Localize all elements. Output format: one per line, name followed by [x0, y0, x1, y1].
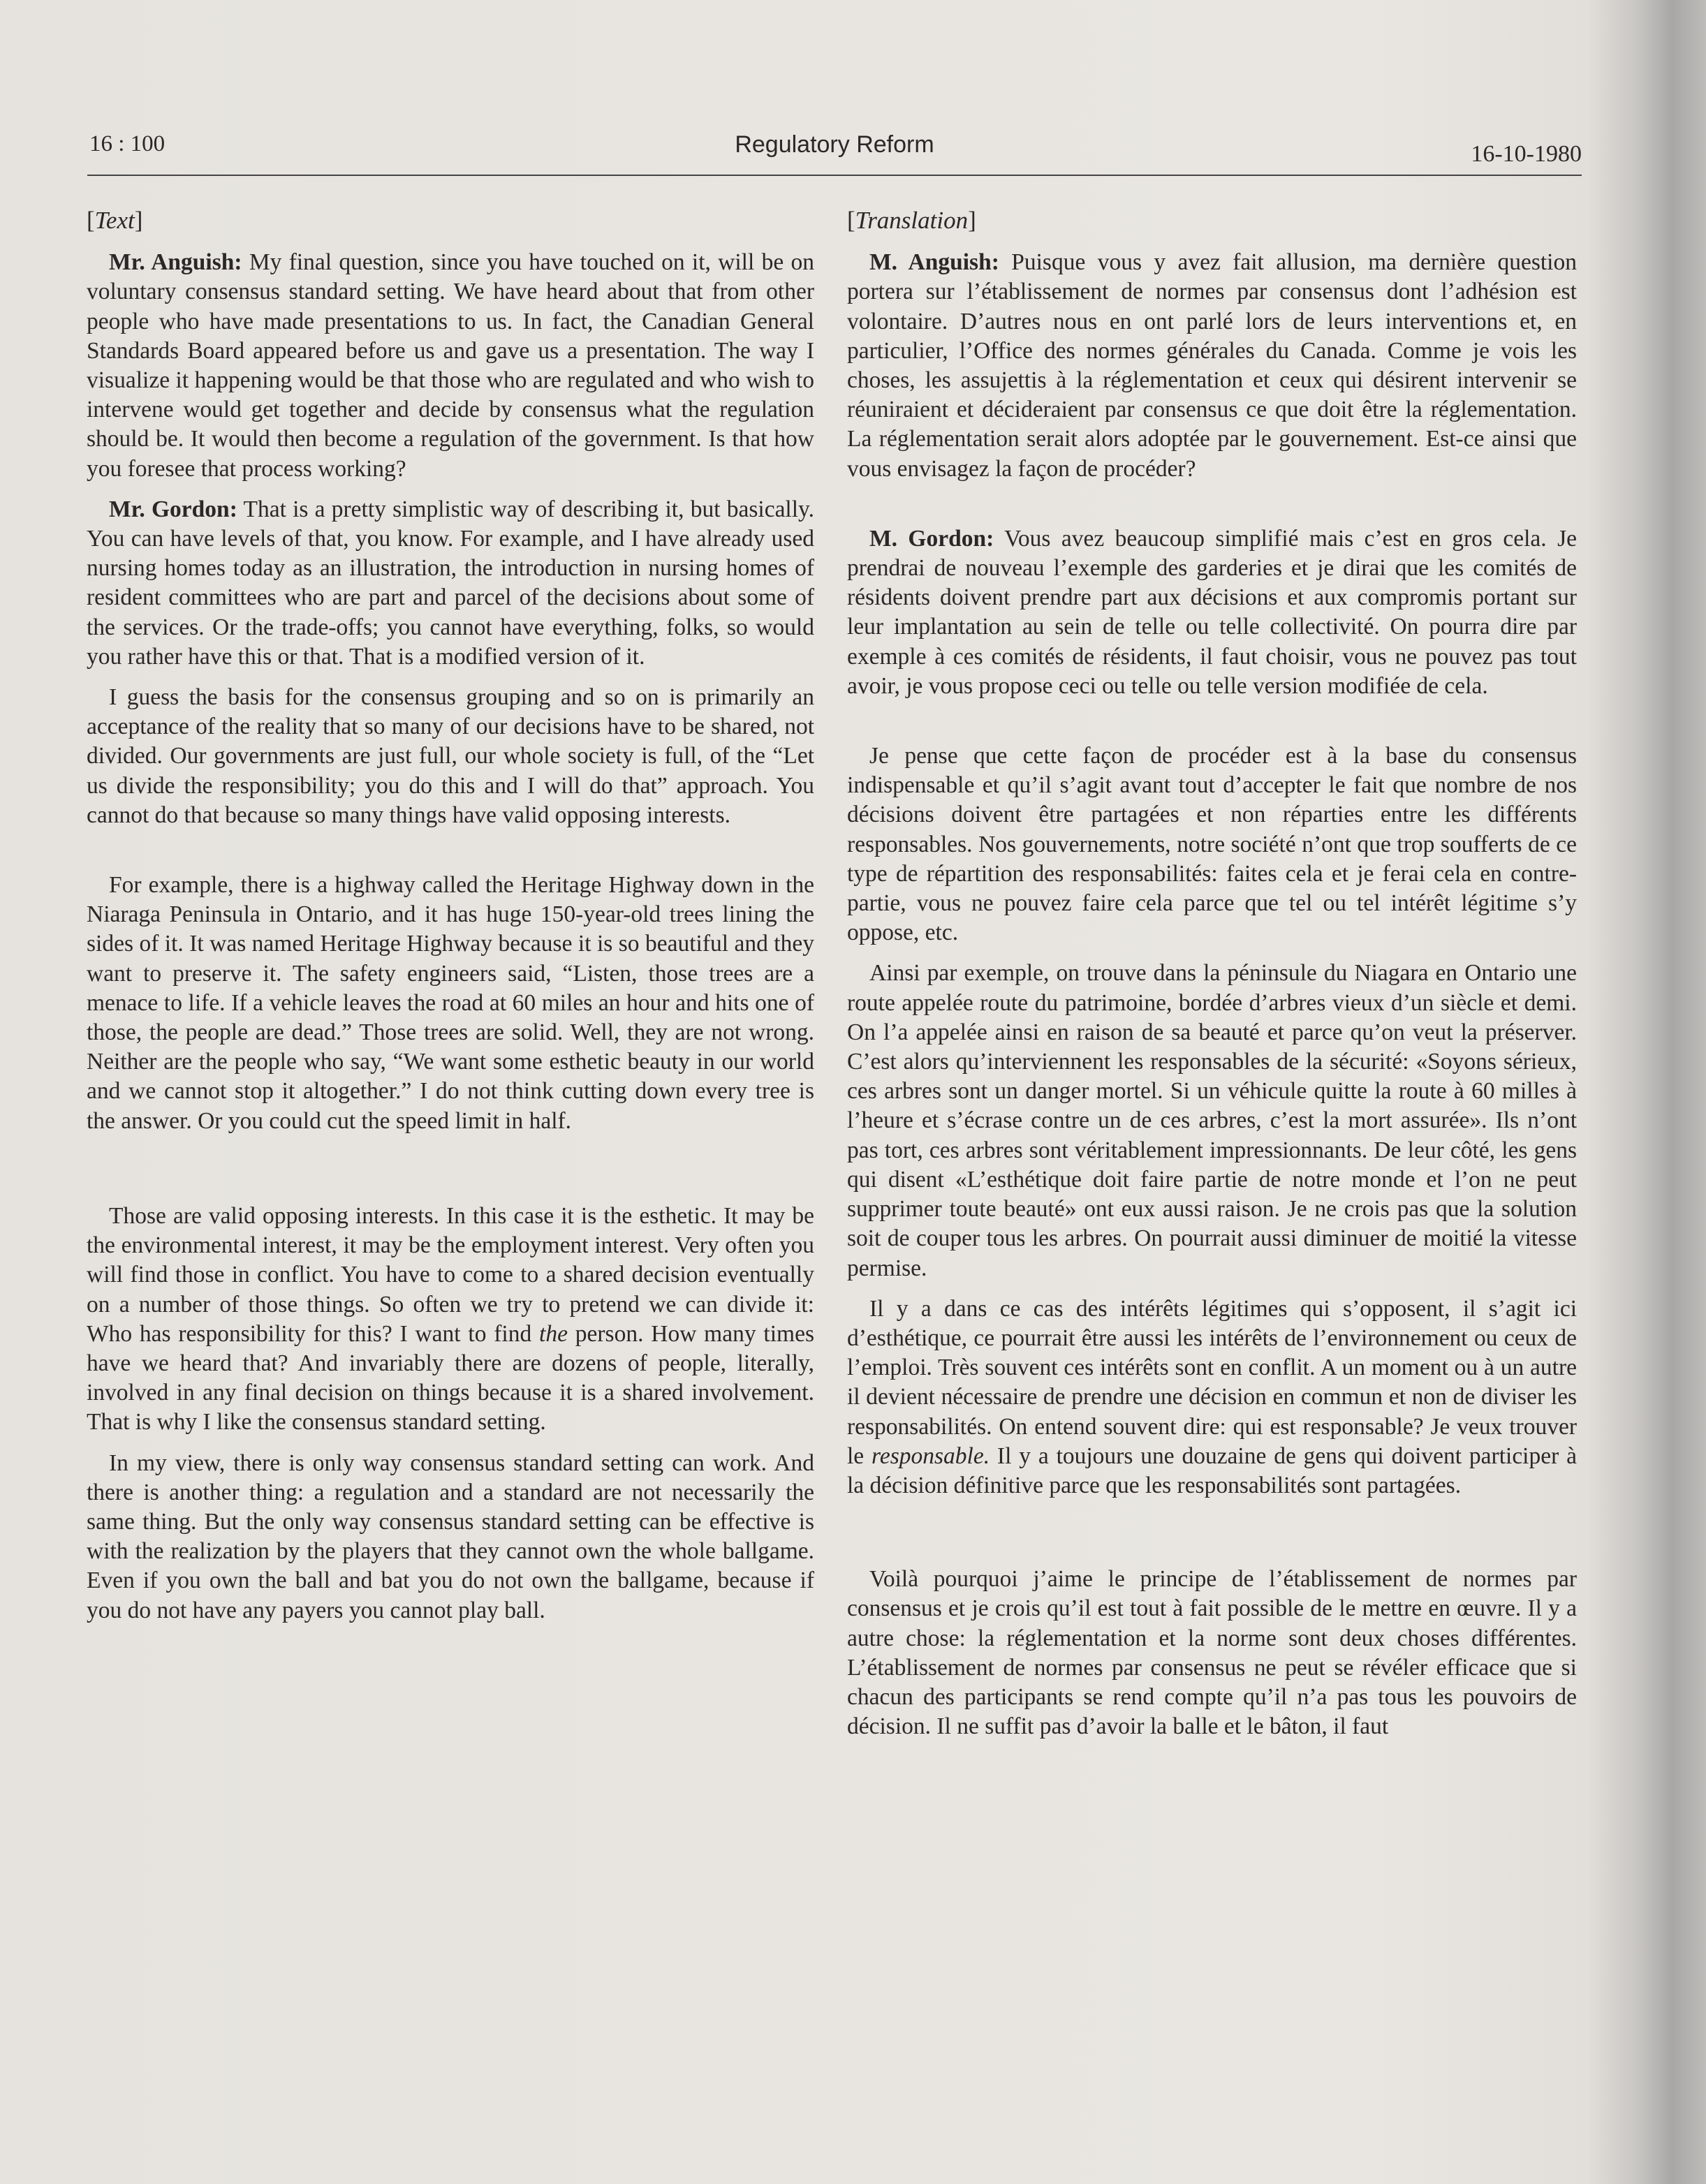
- speech-text: Puisque vous y avez fait allusion, ma dernière question portera sur l’établissement de normes par consensus dont l’adhésion est volontaire. D’autres nous en ont parlé lors de leurs interventions et, en particulier, l’Office des normes générales du Canada. Comme je vois les choses, les assujettis à la réglementation et ceux qui désirent intervenir se réuniraient et décideraient par consensus ce que doit être la réglementation. La réglementation serait alors adoptée par le gouvernement. Est-ce ainsi que vous envisagez la façon de procéder?: [847, 249, 1577, 482]
- english-paragraph-consensus: I guess the basis for the consensus grouping and so on is primarily an acceptance of the reality that so many of our decisions have to be shared, not divided. Our governments are just full, our whole society is full, of the “Let us divide the responsibility; you do this and I will do that” approach. You cannot do that because so many things have valid opposing interests.: [87, 684, 814, 828]
- french-column-heading: [Translation]: [847, 207, 976, 234]
- english-paragraph-interests: [87, 1202, 814, 1438]
- speech-text: Vous avez beaucoup simplifié mais c’est en gros cela. Je prendrai de nouveau l’exemple des garderies et je dirai que les comités de résidents doivent prendre part aux décisions et aux compromis portant sur leur implantation au sein de telle ou telle collectivité. On pourra dire par exemple à ces comités de résidents, il faut choisir, vous ne pouvez pas tout avoir, je vous propose ceci ou telle ou telle version modifiée de cela.: [847, 525, 1577, 699]
- speaker-label: M. Gordon:: [869, 525, 994, 552]
- french-heading-label: Translation: [855, 207, 969, 234]
- english-paragraph-standard-setting: In my view, there is only way consensus standard setting can work. And there is another thing: a regulation and a standard are not necessarily the same thing. But the only way consensus standard setting can be effective is with the realization by the players that they cannot own the whole ballgame. Even if you own the ball and bat you do not own the ballgame, because if you do not have any payers you cannot play ball.: [87, 1449, 814, 1623]
- english-paragraph-anguish: [87, 248, 814, 484]
- speaker-label: Mr. Anguish:: [109, 249, 242, 276]
- english-column-heading: [Text]: [87, 207, 143, 234]
- text-run: person. How many times have we heard that? And invariably there are dozens of people, literally, involved in any final decision on things because it is a shared involvement. That is why I like the consensus standard setting.: [87, 1320, 814, 1436]
- french-column: [847, 206, 1577, 1741]
- page-number: 16 : 100: [89, 131, 166, 156]
- text-run: Il y a toujours une douzaine de gens qui doivent participer à la décision définitive parce que les responsabilités sont partagées.: [847, 1443, 1577, 1498]
- page-header: [87, 126, 1582, 176]
- header-date: 16-10-1980: [1471, 141, 1582, 167]
- text-run: Those are valid opposing interests. In this case it is the esthetic. It may be the environmental interest, it may be the employment interest. Very often you will find those in conflict. You have to come to a shared decision eventually on a number of those things. So often we try to pretend we can divide it: Who has responsibility for this? I want to find: [87, 1202, 814, 1347]
- english-column: [87, 206, 814, 1625]
- speaker-label: M. Anguish:: [869, 249, 999, 276]
- running-title: Regulatory Reform: [735, 131, 934, 158]
- english-paragraph-gordon: [87, 495, 814, 672]
- french-paragraph-highway: Ainsi par exemple, on trouve dans la péninsule du Niagara en Ontario une route appelée route du patrimoine, bordée d’arbres vieux d’un siècle et demi. On l’a appelée ainsi en raison de sa beauté et parce qu’on veut la préserver. C’est alors qu’interviennent les responsables de la sécurité: «Soyons sérieux, ces arbres sont un danger mortel. Si un véhicule quitte la route à 60 milles à l’heure et s’écrase contre un de ces arbres, c’est la mort assurée». Ils n’ont pas tort, ces arbres sont véritablement impressionnants. De leur côté, les gens qui disent «L’esthétique doit faire partie de notre monde et l’on ne peut supprimer toute beauté» ont eux aussi raison. Je ne crois pas que la solution soit de couper tous les arbres. On pourrait aussi diminuer de moitié la vitesse permise.: [847, 960, 1577, 1281]
- speech-text: That is a pretty simplistic way of describing it, but basically. You can have levels of that, you know. For example, and I have already used nursing homes today as an illustration, the introduction in nursing homes of resident committees who are part and parcel of the decisions about some of the services. Or the trade-offs; you cannot have everything, folks, so would you rather have this or that. That is a modified version of it.: [87, 496, 814, 670]
- english-heading-label: Text: [94, 207, 135, 234]
- french-paragraph-anguish: [847, 248, 1577, 484]
- english-paragraph-highway: For example, there is a highway called the Heritage Highway down in the Niaraga Peninsula in Ontario, and it has huge 150-year-old trees lining the sides of it. It was named Heritage Highway because it is so beautiful and they want to preserve it. The safety engineers said, “Listen, those trees are a menace to life. If a vehicle leaves the road at 60 miles an hour and hits one of those, the people are dead.” Those trees are solid. Well, they are not wrong. Neither are the people who say, “We want some esthetic beauty in our world and we cannot stop it altogether.” I do not think cutting down every tree is the answer. Or you could cut the speed limit in half.: [87, 872, 814, 1134]
- french-paragraph-standard-setting: Voilà pourquoi j’aime le principe de l’établissement de normes par consensus et je crois qu’il est tout à fait possible de le mettre en œuvre. Il y a autre chose: la réglementation et la norme sont deux choses différentes. L’établissement de normes par consensus ne peut se révéler efficace que si chacun des participants se rend compte qu’il n’a pas tous les pouvoirs de décision. Il ne suffit pas d’avoir la balle et le bâton, il faut: [847, 1566, 1577, 1740]
- speech-text: My final question, since you have touched on it, will be on voluntary consensus standard setting. We have heard about that from other people who have made presentations to us. In fact, the Canadian General Standards Board appeared before us and gave us a presentation. The way I visualize it happening would be that those who are regulated and who wish to intervene would get together and decide by consensus what the regulation should be. It would then become a regulation of the government. Is that how you foresee that process working?: [87, 249, 814, 482]
- french-paragraph-consensus: Je pense que cette façon de procéder est à la base du consensus indispensable et qu’il s’agit avant tout d’accepter le fait que nombre de nos décisions doivent être partagées et non réparties entre les différents responsables. Nos gouvernements, notre société n’ont que trop soufferts de ce type de répartition des responsabilités: faites cela et je ferai cela en contre-partie, vous ne pouvez faire cela parce que tel ou tel intérêt légitime s’y oppose, etc.: [847, 743, 1577, 946]
- text-run: Il y a dans ce cas des intérêts légitimes qui s’opposent, il s’agit ici d’esthétique, ce pourrait être aussi les intérêts de l’environnement ou ceux de l’emploi. Très souvent ces intérêts sont en conflit. A un moment ou à un autre il devient nécessaire de prendre une décision en commun et non de diviser les responsabilités. On entend souvent dire: qui est responsable? Je veux trouver le: [847, 1295, 1577, 1469]
- french-paragraph-gordon: [847, 524, 1577, 701]
- french-paragraph-interests: [847, 1294, 1577, 1500]
- emphasis-text: responsable.: [872, 1443, 990, 1469]
- speaker-label: Mr. Gordon:: [109, 496, 237, 522]
- emphasis-text: the: [539, 1320, 568, 1347]
